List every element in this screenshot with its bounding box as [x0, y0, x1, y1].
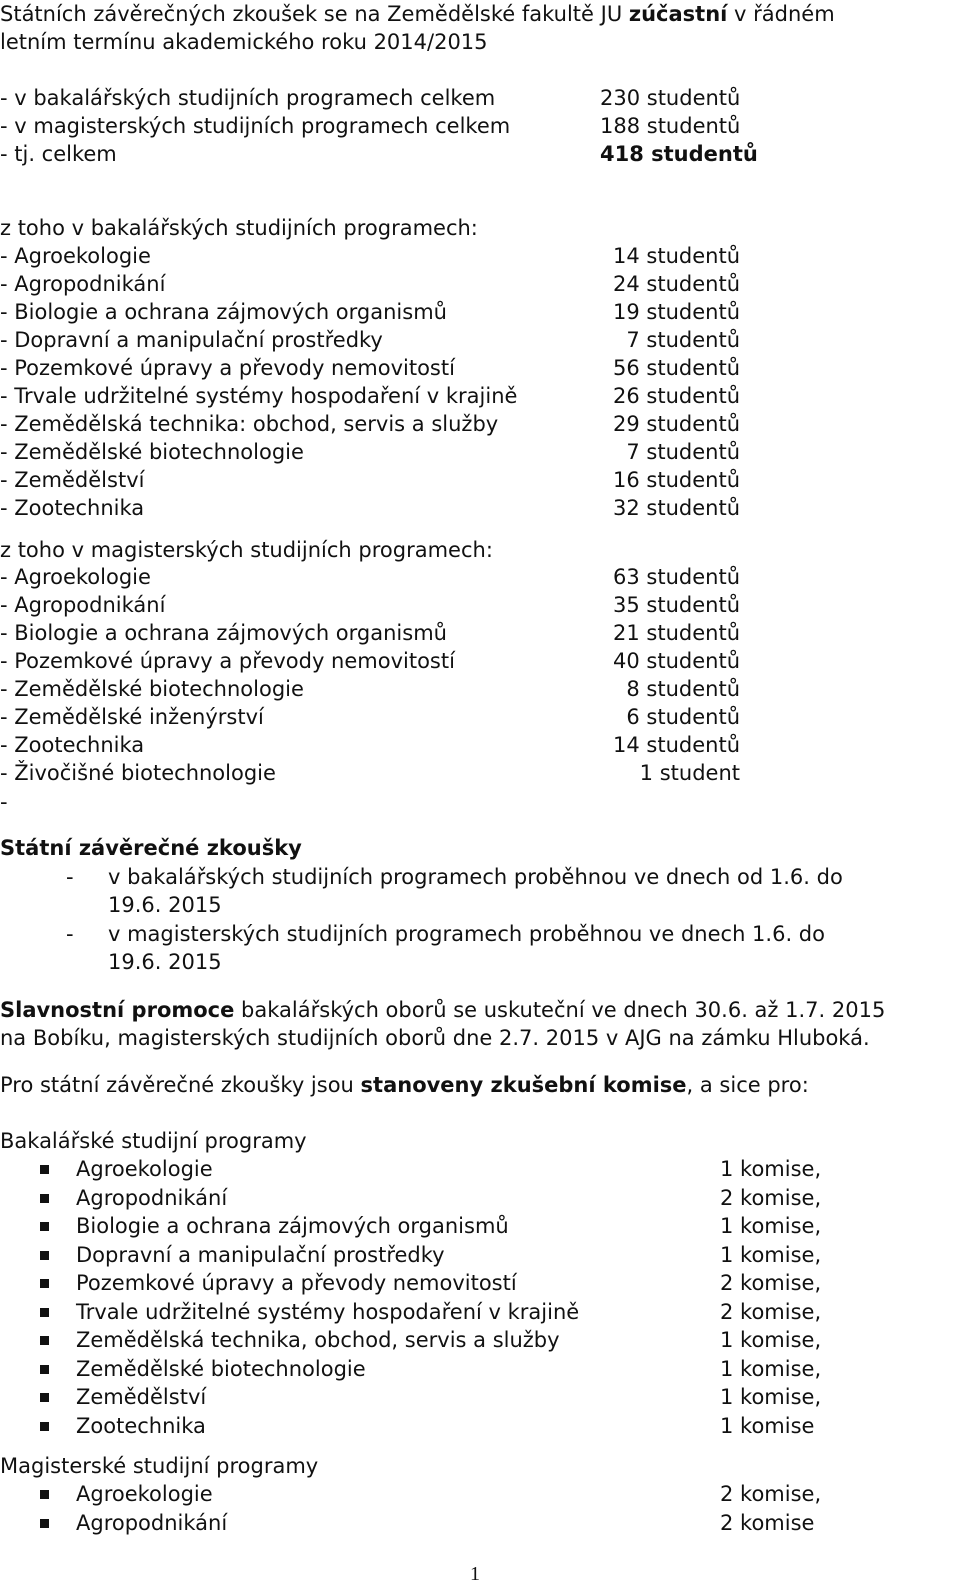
list-item [0, 326, 960, 354]
intro-line-2: letním termínu akademického roku 2014/2015 [0, 30, 488, 54]
total-value: 418 studentů [600, 142, 758, 166]
komise-text-2: , a sice pro: [686, 1073, 809, 1097]
list-item [0, 647, 960, 675]
square-bullet-icon [40, 1365, 49, 1374]
komise-count: 1 komise, [720, 1328, 822, 1352]
item-label: - Zemědělské inženýrství [0, 705, 264, 729]
item-value: 14 studentů [613, 733, 740, 757]
square-bullet-icon [40, 1393, 49, 1402]
item-label: - Zemědělská technika: obchod, servis a služby [0, 412, 499, 436]
exam-line: 19.6. 2015 [108, 950, 222, 974]
program-label: Trvale udržitelné systémy hospodaření v krajině [76, 1299, 580, 1324]
square-bullet-icon [40, 1336, 49, 1345]
master-heading: z toho v magisterských studijních programech: [0, 538, 493, 562]
item-label: - Biologie a ochrana zájmových organismů [0, 621, 447, 645]
total-row [0, 112, 960, 140]
komise-count: 1 komise, [720, 1356, 822, 1381]
exam-line: v bakalářských studijních programech proběhnou ve dnech od 1.6. do [108, 865, 843, 889]
intro-bold: zúčastní [628, 2, 728, 26]
item-value: 19 studentů [613, 300, 740, 324]
komise-count: 1 komise, [720, 1214, 822, 1238]
item-value: 29 studentů [613, 412, 740, 436]
list-item [0, 494, 960, 522]
komise-count: 2 komise, [720, 1271, 822, 1295]
total-row [0, 140, 960, 168]
item-value: 8 studentů [626, 677, 740, 701]
exam-line: 19.6. 2015 [108, 893, 222, 917]
item-value: 1 student [639, 761, 740, 785]
list-item [0, 703, 960, 731]
program-label: Zootechnika [76, 1413, 206, 1438]
item-value: 16 studentů [613, 468, 740, 492]
list-item [0, 1326, 960, 1354]
program-label: Zemědělské biotechnologie [76, 1356, 366, 1381]
item-value: 63 studentů [613, 565, 740, 589]
list-item [0, 298, 960, 326]
list-item [0, 1355, 960, 1383]
item-label: - Zootechnika [0, 733, 145, 757]
exams-heading: Státní závěrečné zkoušky [0, 836, 302, 860]
program-label: Agroekologie [76, 1157, 213, 1181]
square-bullet-icon [40, 1308, 49, 1317]
item-label: - Agropodnikání [0, 272, 166, 296]
item-value: 56 studentů [613, 356, 740, 380]
list-item [0, 1241, 960, 1269]
promoce-text: bakalářských oborů se uskuteční ve dnech 30.6. až 1.7. 2015 [234, 998, 886, 1022]
item-value: 35 studentů [613, 593, 740, 617]
intro-line-1 [0, 0, 835, 28]
item-value: 32 studentů [613, 496, 740, 520]
komise-count: 2 komise, [720, 1482, 822, 1506]
square-bullet-icon [40, 1165, 49, 1174]
program-label: Agropodnikání [76, 1510, 228, 1535]
total-row [0, 84, 960, 112]
program-label: Zemědělská technika, obchod, servis a služby [76, 1328, 560, 1352]
list-item [0, 1383, 960, 1411]
intro-text-2: v řádném [727, 2, 835, 26]
list-item [0, 270, 960, 298]
komise-count: 1 komise, [720, 1242, 822, 1267]
komise-bold: stanoveny zkušební komise [360, 1073, 687, 1097]
item-label: - Zemědělství [0, 468, 145, 492]
item-value: 24 studentů [613, 272, 740, 296]
komise-count: 1 komise [720, 1413, 815, 1438]
item-label: - Biologie a ochrana zájmových organismů [0, 300, 447, 324]
list-item [0, 731, 960, 759]
square-bullet-icon [40, 1194, 49, 1203]
list-item [0, 438, 960, 466]
item-label: - Pozemkové úpravy a převody nemovitostí [0, 356, 455, 380]
item-label: - Zemědělské biotechnologie [0, 677, 304, 701]
list-item [0, 382, 960, 410]
intro-text-1: Státních závěrečných zkoušek se na Zemědělské fakultě JU [0, 2, 629, 26]
exam-dash: - [66, 922, 74, 946]
list-item [0, 1412, 960, 1440]
item-value: 40 studentů [613, 649, 740, 673]
square-bullet-icon [40, 1251, 49, 1260]
exam-line: v magisterských studijních programech proběhnou ve dnech 1.6. do [108, 922, 825, 946]
komise-text-1: Pro státní závěrečné zkoušky jsou [0, 1073, 361, 1097]
square-bullet-icon [40, 1490, 49, 1499]
list-item [0, 466, 960, 494]
list-item [0, 1184, 960, 1212]
komise-count: 2 komise [720, 1510, 815, 1535]
item-label: - Zemědělské biotechnologie [0, 440, 304, 464]
list-item [0, 354, 960, 382]
list-item [0, 1298, 960, 1326]
item-value: 21 studentů [613, 621, 740, 645]
item-label: - Živočišné biotechnologie [0, 761, 276, 785]
item-label: - Agroekologie [0, 244, 151, 268]
square-bullet-icon [40, 1422, 49, 1431]
list-item [0, 1480, 960, 1508]
total-value: 188 studentů [600, 114, 741, 138]
item-label: - Agroekologie [0, 565, 151, 589]
bachelor-heading: z toho v bakalářských studijních programech: [0, 216, 478, 240]
item-label: - Dopravní a manipulační prostředky [0, 328, 383, 352]
square-bullet-icon [40, 1222, 49, 1231]
list-item [0, 1212, 960, 1240]
list-item [0, 591, 960, 619]
list-item [0, 563, 960, 591]
program-label: Agroekologie [76, 1482, 213, 1506]
bc-programs-heading: Bakalářské studijní programy [0, 1129, 307, 1153]
item-value: 7 studentů [626, 440, 740, 464]
program-label: Biologie a ochrana zájmových organismů [76, 1214, 509, 1238]
item-label: - Zootechnika [0, 496, 145, 520]
promoce-line-2: na Bobíku, magisterských studijních oborů dne 2.7. 2015 v AJG na zámku Hluboká. [0, 1026, 870, 1050]
program-label: Pozemkové úpravy a převody nemovitostí [76, 1271, 517, 1295]
item-label: - Trvale udržitelné systémy hospodaření v krajině [0, 384, 518, 408]
item-label: - Pozemkové úpravy a převody nemovitostí [0, 649, 455, 673]
komise-intro [0, 1071, 809, 1099]
item-value: 14 studentů [613, 244, 740, 268]
page-number: 1 [470, 1563, 480, 1585]
item-value: 6 studentů [626, 705, 740, 729]
komise-count: 2 komise, [720, 1299, 822, 1324]
komise-count: 1 komise, [720, 1157, 822, 1181]
item-value: 26 studentů [613, 384, 740, 408]
item-value: 7 studentů [626, 328, 740, 352]
komise-count: 1 komise, [720, 1385, 822, 1409]
list-item [0, 1155, 960, 1183]
square-bullet-icon [40, 1519, 49, 1528]
list-item [0, 759, 960, 787]
promoce-bold: Slavnostní promoce [0, 998, 235, 1022]
komise-count: 2 komise, [720, 1185, 822, 1210]
program-label: Agropodnikání [76, 1185, 228, 1210]
list-item [0, 675, 960, 703]
list-item [0, 410, 960, 438]
total-label: - v magisterských studijních programech celkem [0, 114, 511, 138]
exam-dash: - [66, 865, 74, 889]
list-item [0, 1269, 960, 1297]
mgr-programs-heading: Magisterské studijní programy [0, 1454, 319, 1478]
program-label: Zemědělství [76, 1385, 207, 1409]
list-item [0, 242, 960, 270]
item-label: - Agropodnikání [0, 593, 166, 617]
total-label: - tj. celkem [0, 142, 117, 166]
list-item [0, 619, 960, 647]
list-item [0, 1509, 960, 1537]
promoce-line-1 [0, 996, 885, 1024]
program-label: Dopravní a manipulační prostředky [76, 1242, 445, 1267]
total-value: 230 studentů [600, 86, 741, 110]
total-label: - v bakalářských studijních programech celkem [0, 86, 496, 110]
master-trailing-dash: - [0, 790, 8, 814]
square-bullet-icon [40, 1279, 49, 1288]
